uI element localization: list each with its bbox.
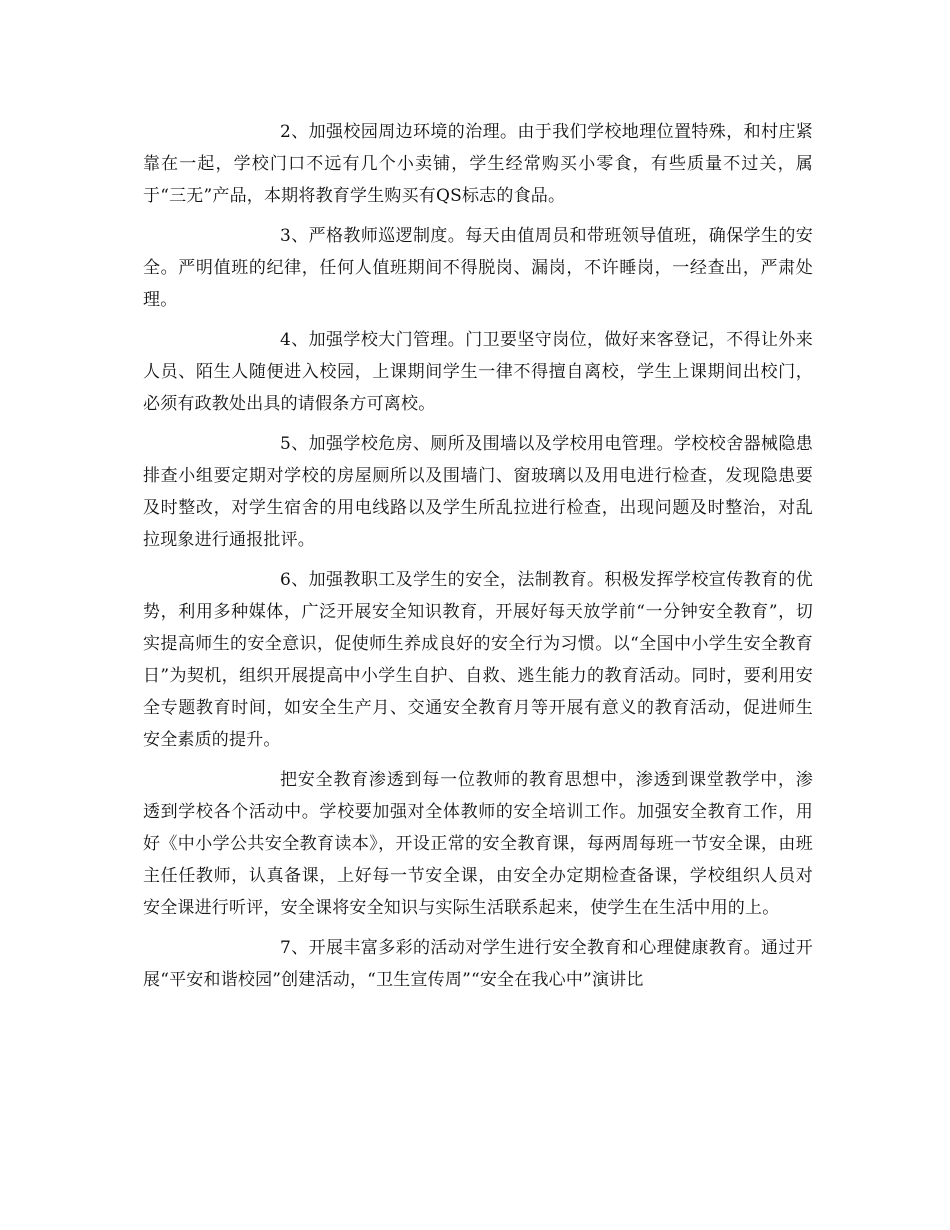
paragraph-activities: 7、开展丰富多彩的活动对学生进行安全教育和心理健康教育。通过开展“平安和谐校园”创建活动，“卫生宣传周”“安全在我心中”演讲比: [143, 938, 813, 990]
paragraph-safety-education: 6、加强教职工及学生的安全，法制教育。积极发挥学校宣传教育的优势，利用多种媒体，广泛开展安全知识教育，开展好每天放学前“一分钟安全教育”，切实提高师生的安全意识，促使师生养成良好的安全行为习惯。以“全国中小学生安全教育日”为契机，组织开展提高中小学生自护、自救、逃生能力的教育活动。同时，要利用安全专题教育时间，如安全生产月、交通安全教育月等开展有意义的教育活动，促进师生安全素质的提升。: [143, 570, 813, 750]
paragraph-campus-environment: 2、加强校园周边环境的治理。由于我们学校地理位置特殊，和村庄紧靠在一起，学校门口不远有几个小卖铺，学生经常购买小零食，有些质量不过关，属于“三无”产品，本期将教育学生购买有QS标志的食品。: [143, 122, 813, 206]
paragraph-facility-safety: 5、加强学校危房、厕所及围墙以及学校用电管理。学校校舍器械隐患排查小组要定期对学校的房屋厕所以及围墙门、窗玻璃以及用电进行检查，发现隐患要及时整改，对学生宿舍的用电线路以及学生所乱拉进行检查，出现问题及时整治，对乱拉现象进行通报批评。: [143, 434, 813, 550]
paragraph-teacher-patrol: 3、严格教师巡逻制度。每天由值周员和带班领导值班，确保学生的安全。严明值班的纪律，任何人值班期间不得脱岗、漏岗，不许睡岗，一经查出，严肃处理。: [143, 226, 813, 310]
paragraph-teaching-integration: 把安全教育渗透到每一位教师的教育思想中，渗透到课堂教学中，渗透到学校各个活动中。学校要加强对全体教师的安全培训工作。加强安全教育工作，用好《中小学公共安全教育读本》，开设正常的安全教育课，每两周每班一节安全课，由班主任任教师，认真备课，上好每一节安全课，由安全办定期检查备课，学校组织人员对安全课进行听评，安全课将安全知识与实际生活联系起来，使学生在生活中用的上。: [143, 770, 813, 918]
document-body: [143, 116, 813, 996]
paragraph-gate-management: 4、加强学校大门管理。门卫要坚守岗位，做好来客登记，不得让外来人员、陌生人随便进入校园，上课期间学生一律不得擅自离校，学生上课期间出校门，必须有政教处出具的请假条方可离校。: [143, 330, 813, 414]
